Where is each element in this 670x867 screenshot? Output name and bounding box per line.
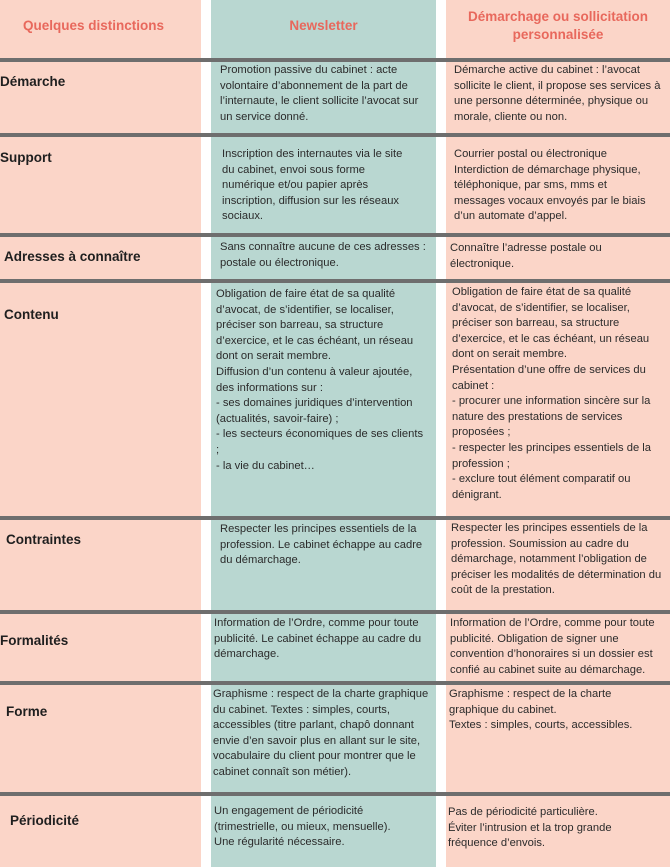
cell-demarchage-contraintes: Respecter les principes essentiels de la profession. Soumission au cadre du démarchage, notamment l’obligation de préciser les modalités de détermination du coût de la prestation. — [451, 522, 662, 597]
row-divider — [0, 58, 670, 62]
cell-newsletter-support: Inscription des internautes via le site du cabinet, envoi sous forme numérique et/ou papier après inscription, diffusion sur les réseaux sociaux. — [222, 148, 403, 223]
row-divider — [0, 233, 670, 237]
left-column-background — [0, 0, 201, 867]
cell-newsletter-demarche: Promotion passive du cabinet : acte volontaire d’abonnement de la part de l’internaute, le client sollicite l’avocat sur un service donné. — [220, 64, 419, 123]
header-demarchage: Démarchage ou sollicitation personnalisée — [467, 9, 649, 42]
cell-newsletter-adresses: Sans connaître aucune de ces adresses : postale ou électronique. — [220, 241, 426, 269]
cell-demarchage-support: Courrier postal ou électronique Interdiction de démarchage physique, téléphonique, par sms, mms et messages vocaux envoyés par le biais d’un automate d’appel. — [454, 148, 646, 223]
row-label-formalites: Formalités — [0, 633, 69, 648]
row-divider — [0, 681, 670, 685]
cell-newsletter-contraintes: Respecter les principes essentiels de la profession. Le cabinet échappe au cadre du démarchage. — [220, 523, 423, 567]
row-label-contenu: Contenu — [4, 307, 59, 322]
cell-demarchage-periodicite: Pas de périodicité particulière. Éviter l’intrusion et la trop grande fréquence d’envois. — [448, 806, 612, 850]
cell-demarchage-forme: Graphisme : respect de la charte graphique du cabinet. Textes : simples, courts, accessibles. — [449, 688, 633, 732]
row-divider — [0, 610, 670, 614]
header-newsletter: Newsletter — [289, 18, 358, 33]
cell-demarchage-adresses: Connaître l’adresse postale ou électronique. — [450, 242, 602, 270]
row-label-contraintes: Contraintes — [6, 532, 82, 547]
row-divider — [0, 133, 670, 137]
header-distinctions: Quelques distinctions — [23, 18, 165, 33]
cell-demarchage-demarche: Démarche active du cabinet : l’avocat sollicite le client, il propose ses services à une personne déterminée, physique ou morale, cliente ou non. — [454, 64, 661, 123]
cell-newsletter-contenu: Obligation de faire état de sa qualité d’avocat, de s’identifier, se localiser, préciser son barreau, sa structure d’exercice, et le cas échéant, un réseau dont on serait membre. Diffusion d’un contenu à valeur ajoutée, des informations sur : - ses domaines juridiques d’intervention (actualités, savoir-faire) ; - les secteurs économiques de ses clients ; - la vie du cabinet… — [216, 288, 424, 472]
cell-newsletter-formalites: Information de l’Ordre, comme pour toute publicité. Le cabinet échappe au cadre du démarchage. — [214, 617, 422, 661]
row-label-forme: Forme — [6, 704, 48, 719]
cell-newsletter-forme: Graphisme : respect de la charte graphique du cabinet. Textes : simples, courts, accessibles (titre parlant, chapô donnant envie d’en savoir plus en allant sur le site, vocabulaire du client pour montrer que le cabinet connaît son métier). — [213, 688, 429, 778]
cell-demarchage-formalites: Information de l’Ordre, comme pour toute publicité. Obligation de signer une convention d’honoraires si un dossier est confié au cabinet suite au démarchage. — [450, 617, 655, 676]
row-divider — [0, 792, 670, 796]
cell-newsletter-periodicite: Un engagement de périodicité (trimestrielle, ou mieux, mensuelle). Une régularité nécessaire. — [214, 805, 391, 849]
row-label-support: Support — [0, 150, 52, 165]
row-divider — [0, 516, 670, 520]
row-label-demarche: Démarche — [0, 74, 66, 89]
row-label-adresses: Adresses à connaître — [4, 249, 141, 264]
cell-demarchage-contenu: Obligation de faire état de sa qualité d’avocat, de s’identifier, se localiser, préciser son barreau, sa structure d’exercice, et le cas échéant, un réseau dont on serait membre. Présentation d’une offre de services du cabinet : - procurer une information sincère sur la nature des prestations de services proposées ; - respecter les principes essentiels de la profession ; - exclure tout élément comparatif ou dénigrant. — [452, 286, 651, 501]
row-label-periodicite: Périodicité — [10, 813, 80, 828]
row-divider — [0, 279, 670, 283]
